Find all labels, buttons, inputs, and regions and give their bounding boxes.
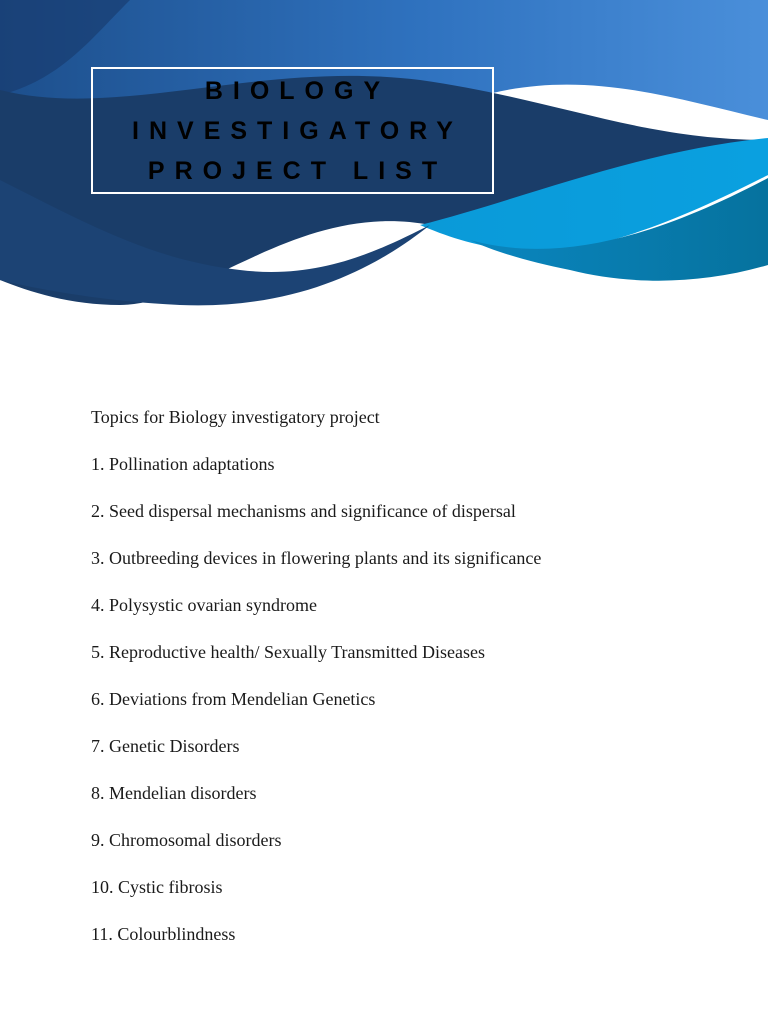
topics-section	[91, 403, 731, 967]
title-box	[91, 67, 494, 194]
topic-item: 7. Genetic Disorders	[91, 736, 240, 756]
topic-item: 2. Seed dispersal mechanisms and significance of dispersal	[91, 501, 516, 521]
title-line-3: PROJECT LIST	[147, 156, 448, 185]
topic-item: 8. Mendelian disorders	[91, 783, 257, 803]
topic-item: 6. Deviations from Mendelian Genetics	[91, 689, 376, 709]
topic-item: 5. Reproductive health/ Sexually Transmitted Diseases	[91, 642, 485, 662]
topic-item: 4. Polysystic ovarian syndrome	[91, 595, 317, 615]
intro-text: Topics for Biology investigatory project	[91, 407, 380, 427]
topic-item: 9. Chromosomal disorders	[91, 830, 282, 850]
topic-item: 3. Outbreeding devices in flowering plants and its significance	[91, 548, 542, 568]
title-line-1: BIOLOGY	[204, 76, 391, 105]
topic-item: 10. Cystic fibrosis	[91, 877, 223, 897]
topic-item: 11. Colourblindness	[91, 924, 236, 944]
topic-item: 1. Pollination adaptations	[91, 454, 275, 474]
title-line-2: INVESTIGATORY	[132, 116, 463, 145]
